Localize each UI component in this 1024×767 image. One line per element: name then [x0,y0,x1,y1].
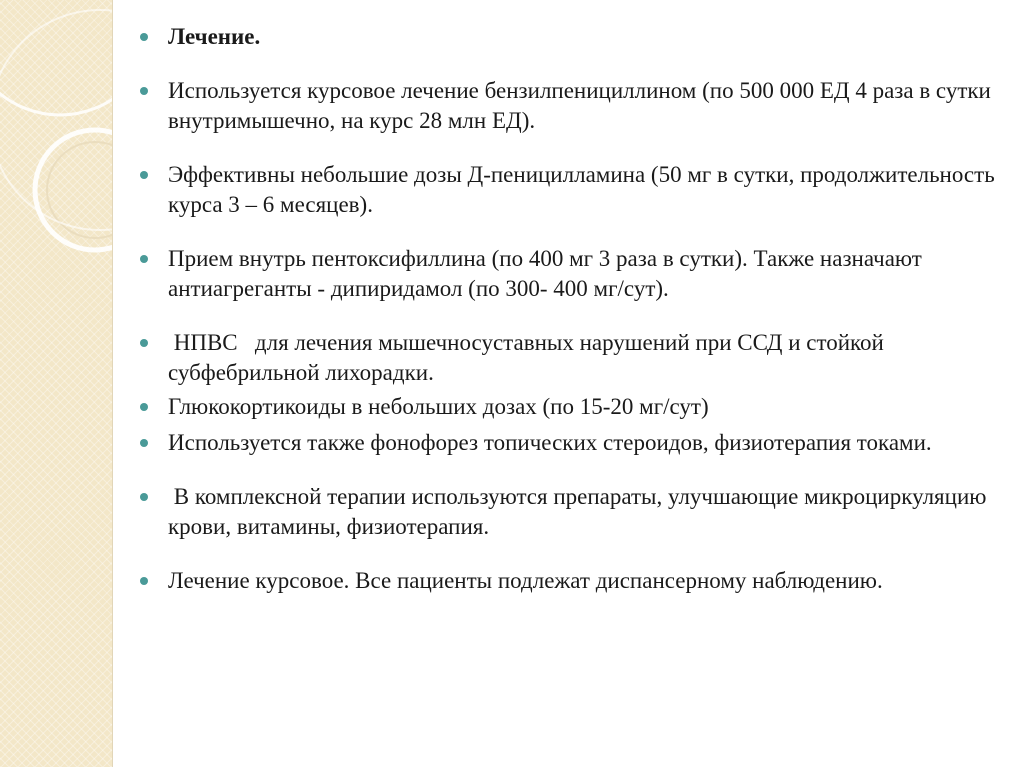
bullet-icon [140,87,148,95]
decorative-rings [0,0,112,767]
heading-text: Лечение. [168,24,261,49]
bullet-icon [140,493,148,501]
list-item-text: Глюкокортикоиды в небольших дозах (по 15-20 мг/сут) [168,394,709,419]
list-item [134,22,1014,52]
bullet-icon [140,255,148,263]
bullet-icon [140,403,148,411]
bullet-icon [140,171,148,179]
bullet-icon [140,33,148,41]
bullet-icon [140,439,148,447]
list-item [134,160,1014,220]
list-item [134,76,1014,136]
list-item-text: Лечение курсовое. Все пациенты подлежат диспансерному наблюдению. [168,568,883,593]
list-item-text: Прием внутрь пентоксифиллина (по 400 мг 3 раза в сутки). Также назначают антиагреганты - дипиридамол (по 300- 400 мг/сут). [168,246,928,301]
list-item-text: В комплексной терапии используются препараты, улучшающие микроциркуляцию крови, витамины, физиотерапия. [168,484,993,539]
list-item [134,428,1014,458]
bullet-icon [140,577,148,585]
list-item [134,392,1014,422]
list-item-text: Используется также фонофорез топических стероидов, физиотерапия токами. [168,430,932,455]
side-divider [112,0,113,767]
list-item-text: Используется курсовое лечение бензилпенициллином (по 500 000 ЕД 4 раза в сутки внутримышечно, на курс 28 млн ЕД). [168,78,997,133]
list-item [134,482,1014,542]
bullet-list [134,22,1014,596]
list-item [134,566,1014,596]
list-item [134,244,1014,304]
list-item [134,328,1014,388]
bullet-icon [140,339,148,347]
list-item-text: НПВС для лечения мышечносуставных нарушений при ССД и стойкой субфебрильной лихорадки. [168,330,890,385]
list-item-text: Эффективны небольшие дозы Д-пеницилламина (50 мг в сутки, продолжительность курса 3 – 6 месяцев). [168,162,1001,217]
